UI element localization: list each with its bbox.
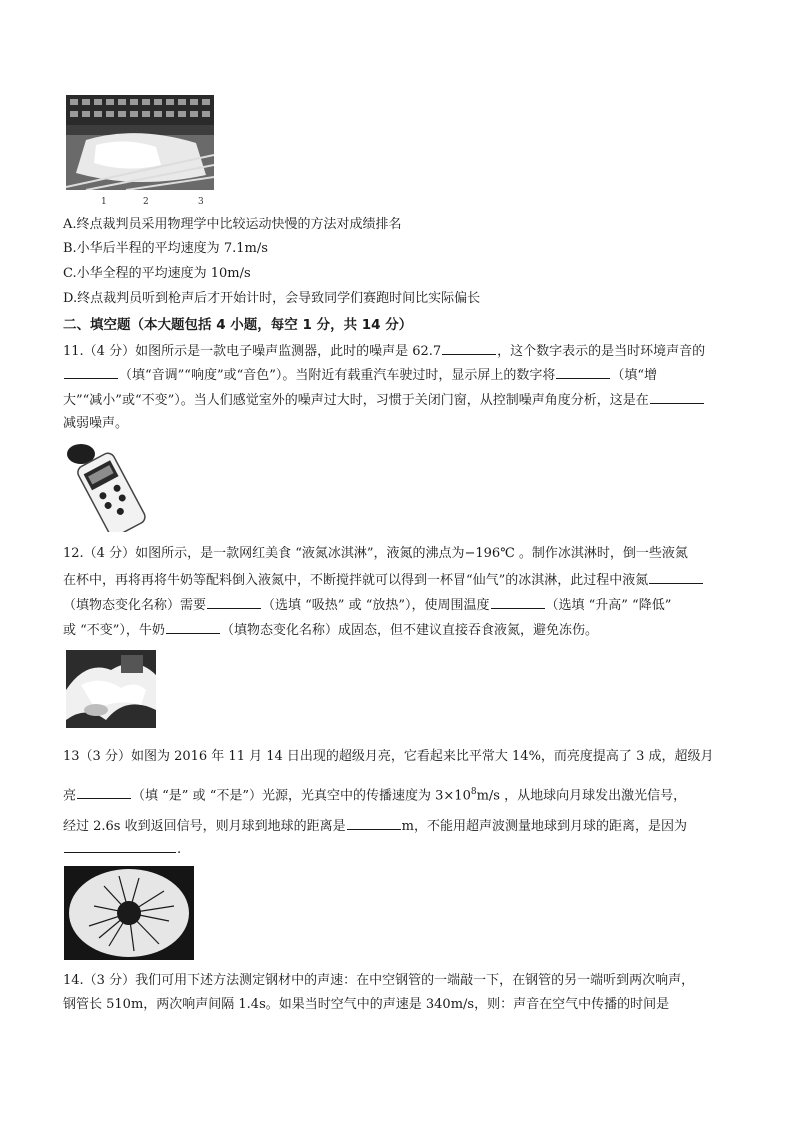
figure-label: 2: [143, 197, 149, 207]
figure-label: 1: [101, 197, 107, 207]
option-d: D.终点裁判员听到枪声后才开始计时，会导致同学们赛跑时间比实际偏长: [63, 291, 481, 306]
q12-text: （选填 “吸热” 或 “放热”），使周围温度: [262, 598, 490, 613]
q13-text: （填 “是” 或 “不是”）光源，光真空中的传播速度为 3×10: [132, 788, 471, 804]
q12-text: 在杯中，再将再将牛奶等配料倒入液氮中，不断搅拌就可以得到一杯冒“仙气”的冰淇淋，此过程中液氮: [63, 573, 649, 588]
question-12-line-2: [63, 569, 704, 591]
answer-blank[interactable]: [166, 619, 220, 634]
q11-text: 大”“减小”或“不变”）。当人们感觉室外的噪声过大时，习惯于关闭门窗，从控制噪声角度分析，这是在: [63, 393, 649, 408]
supermoon-photo: [64, 866, 194, 960]
q12-text: （填物态变化名称）需要: [63, 598, 207, 613]
question-13-line-4: [63, 838, 181, 860]
q13-text: .: [177, 842, 182, 857]
answer-blank[interactable]: [64, 838, 176, 853]
question-12-line-4: [63, 619, 598, 641]
q12-text: 或 “不变”），牛奶: [63, 623, 165, 638]
question-12-line-3: [63, 594, 671, 616]
exponent: 8: [470, 787, 477, 797]
option-a: A.终点裁判员采用物理学中比较运动快慢的方法对成绩排名: [63, 217, 402, 232]
question-14-line-1: 14.（3 分）我们可用下述方法测定钢材中的声速：在中空钢管的一端敲一下，在钢管的另一端听到两次响声，: [63, 973, 695, 988]
question-14-line-2: 钢管长 510m，两次响声间隔 1.4s。如果当时空气中的声速是 340m/s，则：声音在空气中传播的时间是: [63, 997, 670, 1012]
answer-blank[interactable]: [64, 364, 118, 379]
q13-text: 亮: [63, 788, 77, 804]
liquid-nitrogen-ice-cream-photo: [66, 650, 156, 728]
q11-text: 11.（4 分）如图所示是一款电子噪声监测器，此时的噪声是 62.7: [63, 344, 442, 359]
question-13-line-3: [63, 815, 687, 837]
answer-blank[interactable]: [650, 389, 704, 404]
question-11-line-3: [63, 389, 705, 411]
answer-blank[interactable]: [442, 340, 496, 355]
race-track-photo: [66, 95, 214, 190]
answer-blank[interactable]: [77, 784, 131, 799]
question-13-line-2: [63, 782, 686, 806]
figure-label: 3: [198, 197, 204, 207]
question-12-line-1: 12.（4 分）如图所示，是一款网红美食 “液氮冰淇淋”，液氮的沸点为−196℃ 。制作冰淇淋时，倒一些液氮: [63, 546, 688, 561]
q12-text: （选填 “升高” “降低”: [545, 598, 672, 613]
question-11-line-4: 减弱噪声。: [63, 416, 129, 431]
q11-text: （填“增: [611, 368, 658, 383]
noise-monitor-photo: [66, 440, 154, 532]
answer-blank[interactable]: [649, 569, 703, 584]
q12-text: （填物态变化名称）成固态，但不建议直接吞食液氮，避免冻伤。: [220, 623, 598, 638]
answer-blank[interactable]: [207, 594, 261, 609]
section-heading: 二、填空题（本大题包括 4 小题，每空 1 分，共 14 分）: [63, 317, 413, 333]
answer-blank[interactable]: [347, 815, 401, 830]
question-13-line-1: 13（3 分）如图为 2016 年 11 月 14 日出现的超级月亮，它看起来比平常大 14%，而亮度提高了 3 成，超级月: [63, 749, 714, 764]
option-c: C.小华全程的平均速度为 10m/s: [63, 266, 251, 281]
q11-text: （填“音调”“响度”或“音色”）。当附近有载重汽车驶过时，显示屏上的数字将: [119, 368, 556, 383]
q13-text: m，不能用超声波测量地球到月球的距离，是因为: [401, 819, 687, 834]
answer-blank[interactable]: [556, 364, 610, 379]
q13-text: 经过 2.6s 收到返回信号，则月球到地球的距离是: [63, 819, 346, 834]
answer-blank[interactable]: [491, 594, 545, 609]
q11-text: ，这个数字表示的是当时环境声音的: [497, 344, 706, 359]
option-b: B.小华后半程的平均速度为 7.1m/s: [63, 241, 268, 256]
q13-text: m/s ，从地球向月球发出激光信号，: [476, 788, 687, 804]
question-11-line-2: [63, 364, 657, 386]
question-11-line-1: [63, 340, 705, 362]
